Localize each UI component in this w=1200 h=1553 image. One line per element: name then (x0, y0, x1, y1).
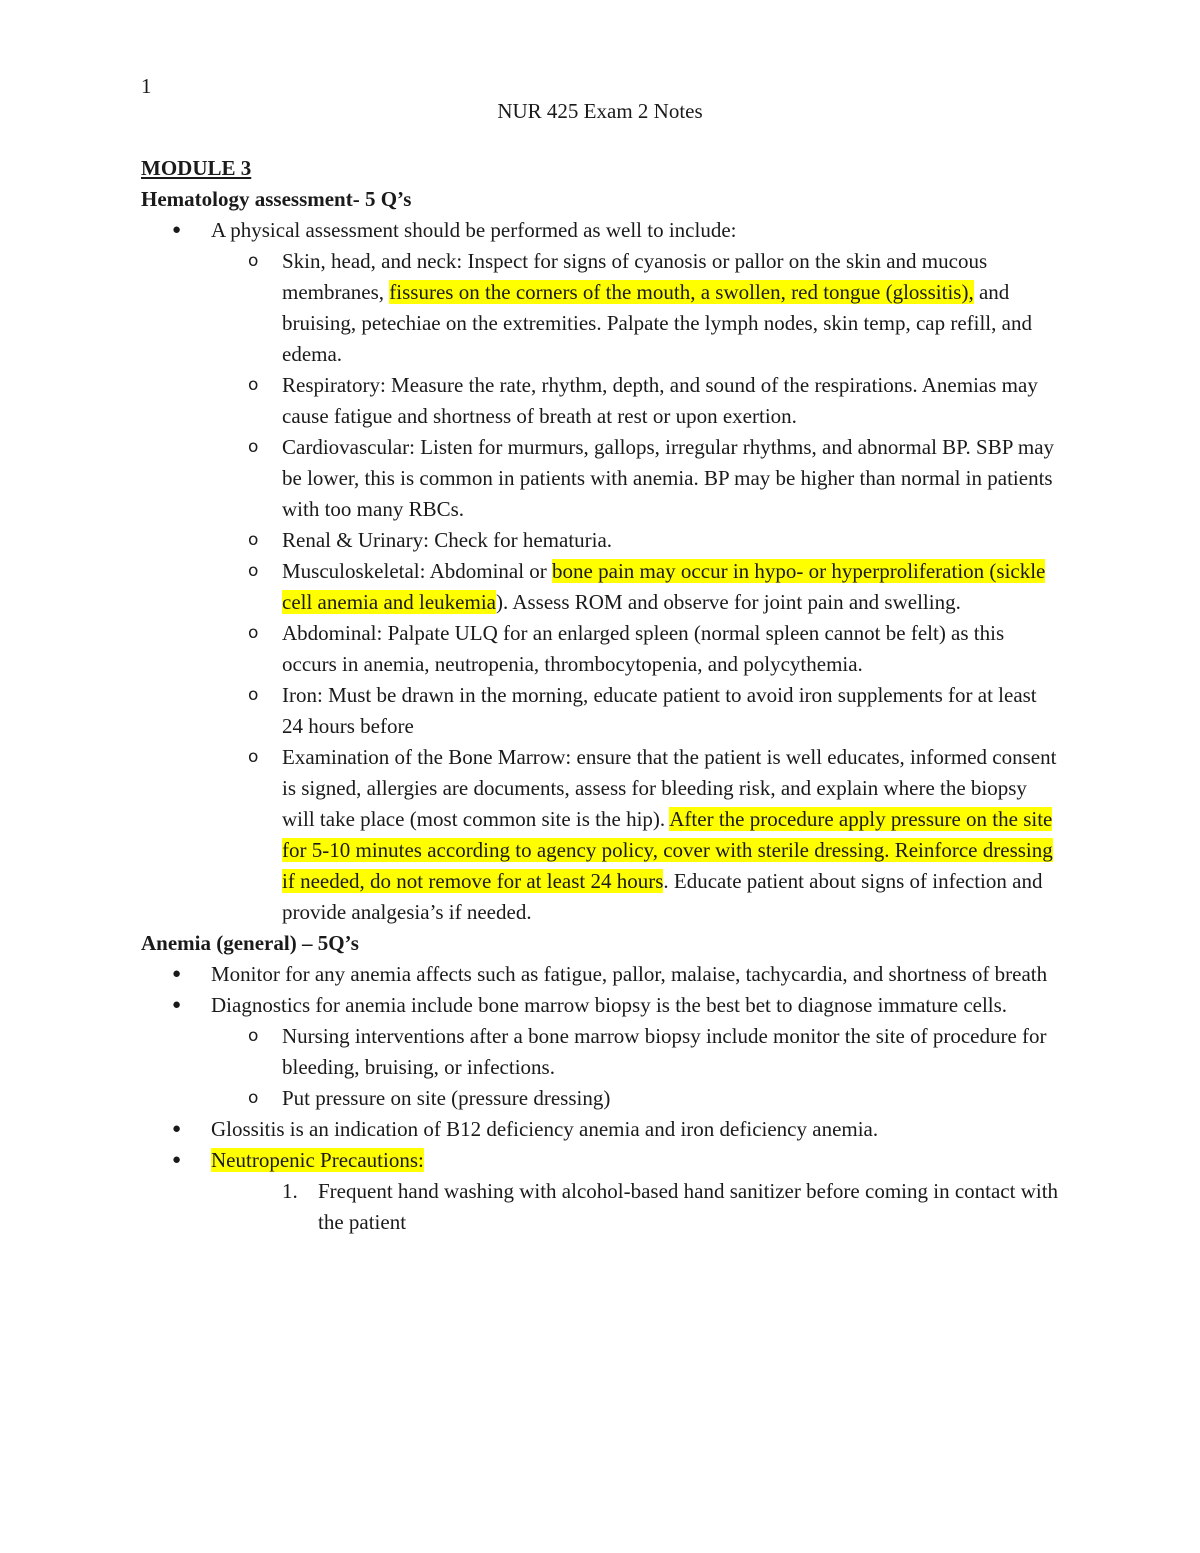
item-text: Iron: Must be drawn in the morning, educate patient to avoid iron supplements for at least 24 hours before (282, 683, 1037, 738)
item-text: Frequent hand washing with alcohol-based hand sanitizer before coming in contact with the patient (318, 1179, 1059, 1234)
numbered-item (141, 1176, 1061, 1238)
item-text: Put pressure on site (pressure dressing) (282, 1086, 611, 1110)
item-text: Musculoskeletal: Abdominal or (282, 559, 553, 583)
circle-bullet-icon: o (248, 437, 259, 457)
item-text: Respiratory: Measure the rate, rhythm, depth, and sound of the respirations. Anemias may cause fatigue and shortness of breath at rest or upon exertion. (282, 373, 1038, 428)
item-text: Abdominal: Palpate ULQ for an enlarged spleen (normal spleen cannot be felt) as this occurs in anemia, neutropenia, thrombocytopenia, and polycythemia. (282, 621, 1005, 676)
item-text: Diagnostics for anemia include bone marrow biopsy is the best bet to diagnose immature cells. (211, 993, 1008, 1017)
item-text: Renal & Urinary: Check for hematuria. (282, 528, 613, 552)
item-text: Examination of the Bone Marrow: ensure that the patient is well educates, informed consent is signed, allergies are documents, assess for bleeding risk, and explain where the biopsy will take place (most common site is the hip). (282, 745, 1057, 831)
circle-bullet-icon: o (248, 1088, 259, 1108)
highlighted-text: bone pain may occur in hypo- or hyperproliferation (sickle cell anemia and leukemia (282, 559, 1046, 614)
document-title: NUR 425 Exam 2 Notes (497, 99, 703, 123)
circle-bullet-icon: o (248, 530, 259, 550)
item-number: 1. (282, 1179, 298, 1203)
list-item (141, 990, 1061, 1021)
item-text: Cardiovascular: Listen for murmurs, gallops, irregular rhythms, and abnormal BP. SBP may be lower, this is common in patients with anemia. BP may be higher than normal in patients with too many RBCs. (282, 435, 1055, 521)
item-text: A physical assessment should be performed as well to include: (211, 218, 737, 242)
circle-bullet-icon: o (248, 251, 259, 271)
highlighted-text: fissures on the corners of the mouth, a swollen, red tongue (glossitis), (389, 280, 974, 304)
circle-bullet-icon: o (248, 685, 259, 705)
bullet-icon: ● (172, 997, 182, 1013)
circle-bullet-icon: o (248, 623, 259, 643)
list-item-respiratory (141, 370, 1061, 432)
document-body (141, 153, 1061, 1238)
item-text: Monitor for any anemia affects such as fatigue, pallor, malaise, tachycardia, and shortness of breath (211, 962, 1048, 986)
item-text: ). Assess ROM and observe for joint pain and swelling. (495, 590, 961, 614)
bullet-icon: ● (172, 1121, 182, 1137)
list-item-abdominal (141, 618, 1061, 680)
item-text: and bruising, petechiae on the extremities. Palpate the lymph nodes, skin temp, cap refill, and edema. (282, 280, 1032, 366)
page-number: 1 (141, 74, 152, 98)
bullet-icon: ● (172, 966, 182, 982)
highlighted-text: Neutropenic Precautions: (211, 1148, 424, 1172)
item-text: Glossitis is an indication of B12 deficiency anemia and iron deficiency anemia. (211, 1117, 879, 1141)
circle-bullet-icon: o (248, 1026, 259, 1046)
highlighted-text: After the procedure apply pressure on the site for 5-10 minutes according to agency policy, cover with sterile dressing. Reinforce dressing if needed, do not remove for at least 24 hours (282, 807, 1053, 893)
list-item-skin (141, 246, 1061, 370)
list-item (141, 1021, 1061, 1083)
item-text: Skin, head, and neck: Inspect for signs of cyanosis or pallor on the skin and mucous membranes, (282, 249, 988, 304)
list-item (141, 215, 1061, 246)
circle-bullet-icon: o (248, 747, 259, 767)
list-item (141, 1145, 1061, 1176)
anemia-heading: Anemia (general) – 5Q’s (141, 931, 359, 955)
list-item (141, 1083, 1061, 1114)
item-text: . Educate patient about signs of infection and provide analgesia’s if needed. (282, 869, 1043, 924)
item-text: Nursing interventions after a bone marrow biopsy include monitor the site of procedure for bleeding, bruising, or infections. (282, 1024, 1047, 1079)
list-item (141, 1114, 1061, 1145)
list-item (141, 959, 1061, 990)
list-item-cardiovascular (141, 432, 1061, 525)
list-item-musculoskeletal (141, 556, 1061, 618)
list-item-renal (141, 525, 1061, 556)
list-item-iron (141, 680, 1061, 742)
bullet-icon: ● (172, 1152, 182, 1168)
list-item-bone-marrow (141, 742, 1061, 928)
bullet-icon: ● (172, 222, 182, 238)
circle-bullet-icon: o (248, 375, 259, 395)
hematology-heading: Hematology assessment- 5 Q’s (141, 187, 412, 211)
circle-bullet-icon: o (248, 561, 259, 581)
module-heading: MODULE 3 (141, 156, 252, 180)
